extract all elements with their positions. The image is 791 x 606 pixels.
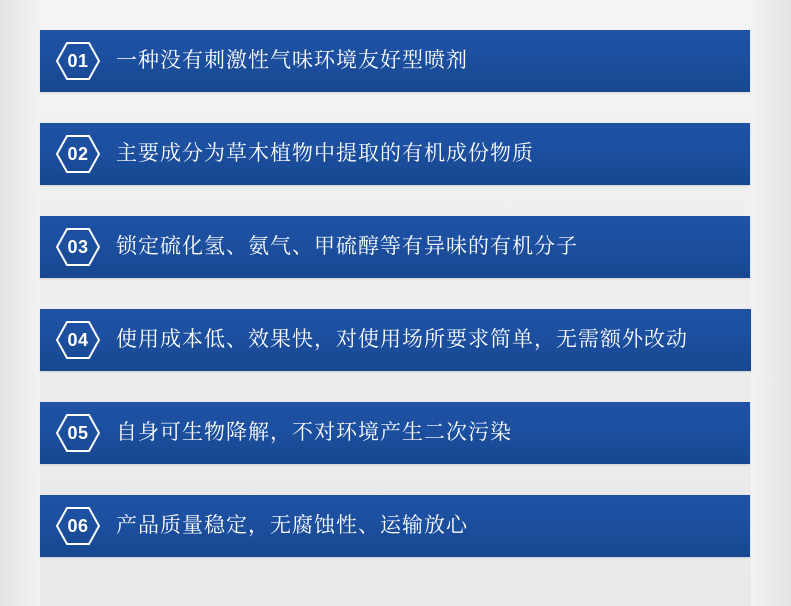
feature-number-badge	[56, 320, 100, 360]
feature-text: 自身可生物降解，不对环境产生二次污染	[116, 420, 512, 445]
feature-number-badge	[56, 227, 100, 267]
feature-number-badge	[56, 506, 100, 546]
feature-row	[40, 123, 750, 185]
feature-number: 02	[67, 144, 89, 164]
feature-row	[40, 495, 750, 557]
feature-number-badge	[56, 134, 100, 174]
feature-text: 主要成分为草木植物中提取的有机成份物质	[116, 141, 534, 166]
feature-text: 锁定硫化氢、氨气、甲硫醇等有异味的有机分子	[116, 234, 578, 259]
feature-text: 使用成本低、效果快，对使用场所要求简单，无需额外改动	[116, 327, 688, 352]
feature-text: 产品质量稳定，无腐蚀性、运输放心	[116, 513, 468, 538]
feature-number: 05	[67, 423, 89, 443]
feature-text: 一种没有刺激性气味环境友好型喷剂	[116, 48, 468, 73]
feature-number: 03	[67, 237, 89, 257]
feature-row	[40, 30, 750, 92]
feature-row	[40, 402, 750, 464]
feature-number: 06	[67, 516, 89, 536]
feature-row	[40, 216, 750, 278]
feature-number-badge	[56, 41, 100, 81]
feature-row	[40, 309, 751, 371]
feature-number: 04	[67, 330, 89, 350]
feature-number-badge	[56, 413, 100, 453]
feature-number: 01	[67, 51, 89, 71]
